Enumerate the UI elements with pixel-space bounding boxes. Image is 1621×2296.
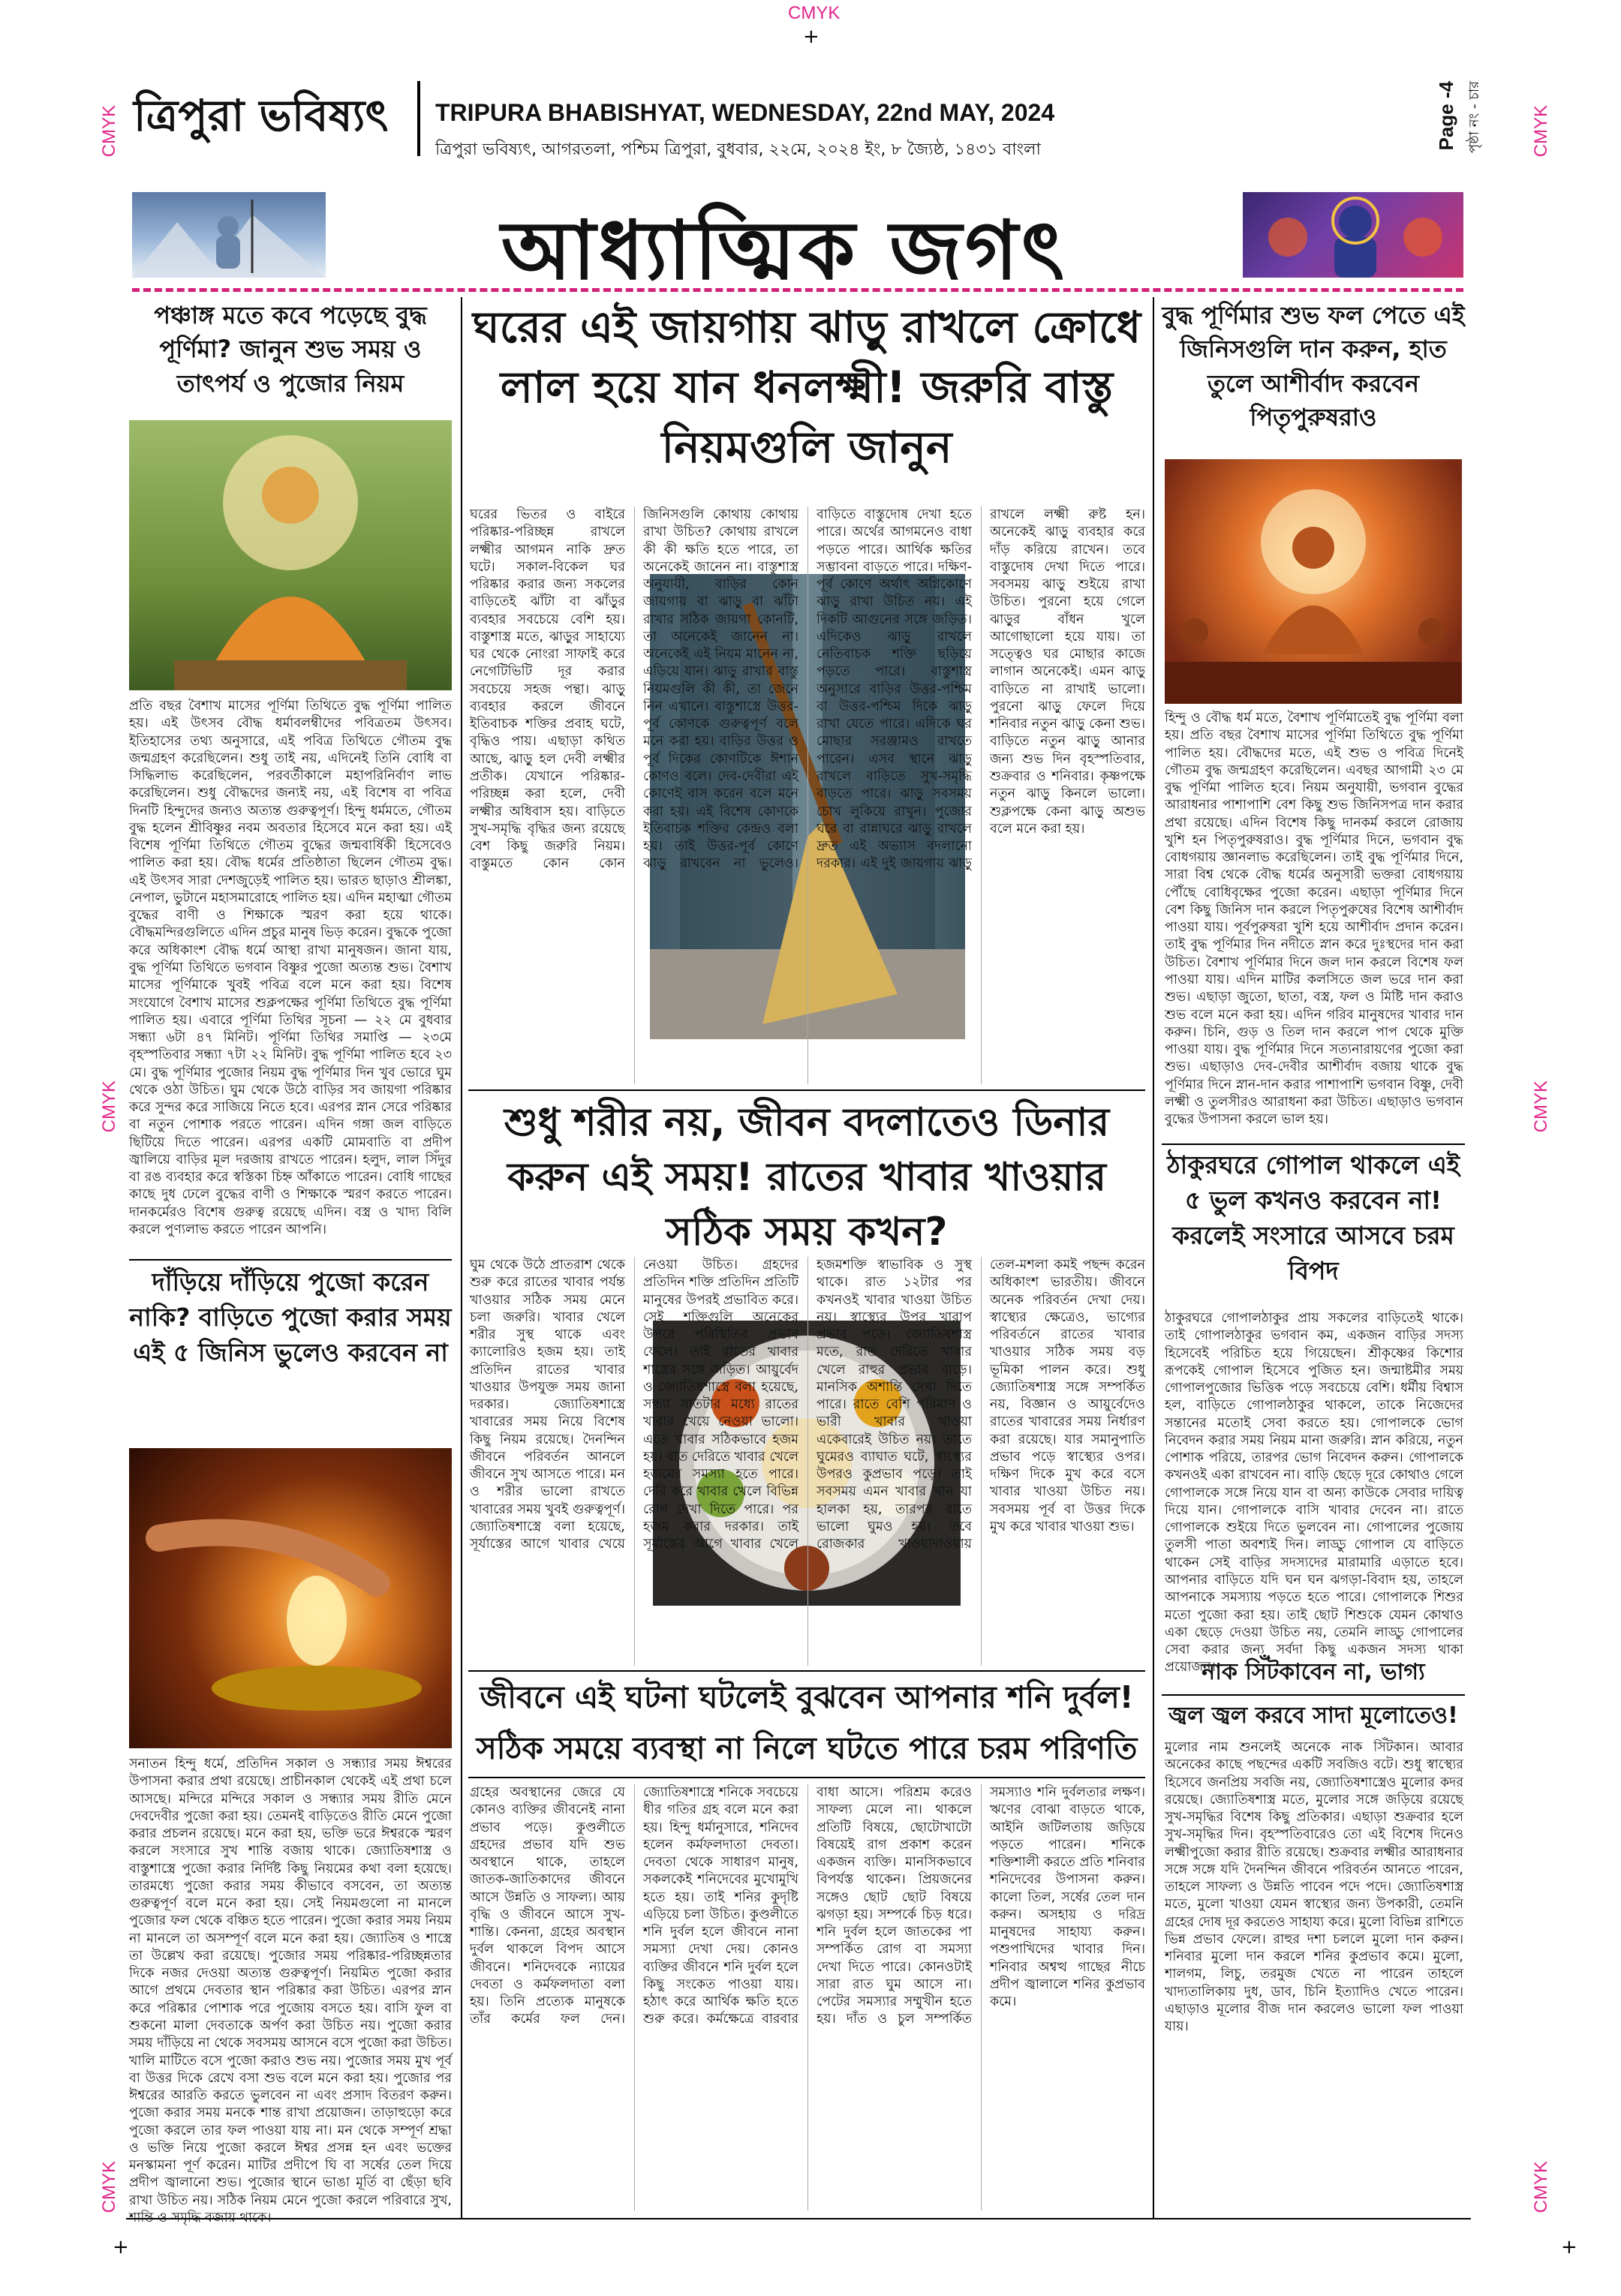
kali-illustration — [1243, 192, 1463, 278]
page-number: Page -4 — [1435, 81, 1457, 151]
right-article-body-1: হিন্দু ও বৌদ্ধ ধর্ম মতে, বৈশাখ পূর্ণিমাতেই বুদ্ধ পূর্ণিমা বলা হয়। প্রতি বছর বৈশাখ মাসের পূর্ণিমা তিথিতে বুদ্ধ পূর্ণিমা পালিত হয়। বৌদ্ধদের মতে, এই শুভ ও পবিত্র দিনেই গৌতম বুদ্ধ জন্মগ্রহণ করেছিলেন। এবছর আগামী ২৩ মে বুদ্ধ পূর্ণিমা পালিত হবে। নিয়ম অনুযায়ী, ভগবান বুদ্ধের আরাধনার পাশাপাশি বেশ কিছু শুভ জিনিসপত্র দান করার প্রথা রয়েছে। এদিন বিশেষ কিছু দানকর্ম করলে রোজায় খুশি হন পিতৃপুরুষরাও। বুদ্ধ পূর্ণিমার দিনে, ভগবান বুদ্ধ বোধগয়ায় জ্ঞানলাভ করেছিলেন। তাই বুদ্ধ পূর্ণিমার দিনে, সারা বিশ্ব থেকে বৌদ্ধ ধর্মের অনুসারী ভক্তরা বোধগয়ায় পৌঁছে বোধিবৃক্ষের পুজো করেন। এছাড়া পূর্ণিমার দিনে বেশ কিছু জিনিস দান করলে পিতৃপুরুষের বিশেষ আশীর্বাদ পাওয়া যায়। পূর্বপুরুষরা খুশি হয়ে আশীর্বাদ প্রদান করেন। তাই বুদ্ধ পূর্ণিমার দিন নদীতে স্নান করে দুঃস্থদের দান করা উচিত। বৈশাখ পূর্ণিমার দিনে জল দান করলে বিশেষ ফল পাওয়া যায়। এদিন মাটির কলসিতে জল ভরে দান করা শুভ। এছাড়া জুতো, ছাতা, বস্ত্র, ফল ও মিষ্টি দান করাও শুভ বলে মনে করা হয়। এদিন গরিব মানুষদের খাবার দান করুন। চিনি, গুড় ও তিল দান করলে পাপ থেকে মুক্তি পাওয়া যায়। বুদ্ধ পূর্ণিমার দিনে সত্যনারায়ণের পুজো করা শুভ। এছাড়াও দেব-দেবীর আশীর্বাদ বজায় থাকে বুদ্ধ পূর্ণিমার দিনে স্নান-দান করার পাশাপাশি ভগবান বিষ্ণু, দেবী লক্ষ্মী ও তুলসীরও আরাধনা করা উচিত। এছাড়াও ভগবান বুদ্ধের উপাসনা করলে ভাল হয়। — [1165, 711, 1463, 1128]
shiva-illustration — [132, 192, 326, 278]
cmyk-text-left-top: CMYK — [99, 105, 119, 158]
masthead-divider — [417, 81, 420, 156]
center-divider-3 — [468, 1777, 1145, 1778]
left-headline-puja-rules: দাঁড়িয়ে দাঁড়িয়ে পুজো করেন নাকি? বাড়িতে পুজো করার সময় এই ৫ জিনিস ভুলেও করবেন না — [129, 1267, 452, 1367]
center-divider-1 — [468, 1089, 1145, 1091]
cmyk-mark-left-top — [99, 105, 120, 157]
registration-mark-bottom-right: + — [1561, 2236, 1577, 2258]
cmyk-mark-left-bottom — [99, 2161, 120, 2213]
center-article-body-shani: গ্রহের অবস্থানের জেরে যে কোনও ব্যক্তির জীবনেই নানা প্রভাব পড়ে। কুণ্ডলীতে গ্রহদের প্রভাব যদি শুভ অবস্থানে থাকে, তাহলে জাতক-জাতিকাদের জীবনে আসে উন্নতি ও সাফল্য। আয় বৃদ্ধি ও জীবনে আসে সুখ-শান্তি। কেননা, গ্রহের অবস্থান দুর্বল থাকলে বিপদ আসে জীবনে। শনিদেবকে ন্যায়ের দেবতা ও কর্মফলদাতা বলা হয়। তিনি প্রত্যেক মানুষকে তাঁর কর্মের ফল দেন। জ্যোতিষশাস্ত্রে শনিকে সবচেয়ে ধীর গতির গ্রহ বলে মনে করা হয়। হিন্দু ধর্মানুসারে, শনিদেব হলেন কর্মফলদাতা দেবতা। দেবতা থেকে সাধারণ মানুষ, সকলকেই শনিদেবের মুখোমুখি হতে হয়। তাই শনির কুদৃষ্টি এড়িয়ে চলা উচিত। কুণ্ডলীতে শনি দুর্বল হলে জীবনে নানা সমস্যা দেখা দেয়। কোনও ব্যক্তির জীবনে শনি দুর্বল হলে কিছু সংকেত পাওয়া যায়। হঠাৎ করে আর্থিক ক্ষতি হতে শুরু করে। কর্মক্ষেত্রে বারবার বাধা আসে। পরিশ্রম করেও সাফল্য মেলে না। থাকলে প্রতিটি বিষয়ে, ছোটোখাটো বিষয়েই রাগ প্রকাশ করেন একজন ব্যক্তি। মানসিকভাবে বিপর্যস্ত থাকেন। প্রিয়জনের সঙ্গেও ছোট ছোট বিষয়ে ঝগড়া হয়। সম্পর্কে চিড় ধরে। শনি দুর্বল হলে জাতকের পা সম্পর্কিত রোগ বা সমস্যা দেখা দিতে পারে। কোনওটাই সারা রাত ঘুম আসে না। পেটের সমস্যার সম্মুখীন হতে হয়। দাঁত ও চুল সম্পর্কিত সমস্যাও শনি দুর্বলতার লক্ষণ। ঋণের বোঝা বাড়তে থাকে, আইনি জটিলতায় জড়িয়ে পড়তে পারেন। শনিকে শক্তিশালী করতে প্রতি শনিবার শনিদেবের উপাসনা করুন। কালো তিল, সর্ষের তেল দান করুন। অসহায় ও দরিদ্র মানুষদের সাহায্য করুন। পশুপাখিদের খাবার দিন। শনিবার অশ্বত্থ গাছের নীচে প্রদীপ জ্বালালে শনির কুপ্রভাব কমে। — [470, 1785, 1145, 2027]
cmyk-text-right-bottom: CMYK — [1531, 2161, 1551, 2213]
page-number-bengali: পৃষ্ঠা নং - চার — [1466, 81, 1482, 154]
header-image-kali — [1243, 192, 1463, 278]
cmyk-mark-right-bottom — [1531, 2161, 1552, 2213]
right-divider-2 — [1162, 1694, 1465, 1696]
right-divider-1 — [1162, 1143, 1465, 1145]
masthead-date-english: TRIPURA BHABISHYAT, WEDNESDAY, 22nd MAY, 2024 — [435, 99, 1055, 126]
column-rule-left — [461, 297, 462, 2218]
cmyk-text-right-top: CMYK — [1531, 105, 1551, 158]
image-buddha-meditation — [129, 420, 452, 690]
right-article-body-2: ঠাকুরঘরে গোপালঠাকুর প্রায় সকলের বাড়িতেই থাকে। তাই গোপালঠাকুর ভগবান কম, একজন বাড়ির সদস্য হিসেবেই পরিচিত হয়ে গিয়েছেন। শ্রীকৃষ্ণের কিশোর রূপকেই গোপাল হিসেবে পুজিত হন। জন্মাষ্টমীর সময় গোপালপুজোর ভিত্তিক পড়ে সবচেয়ে বেশি। ধর্মীয় বিশ্বাস হল, বাড়িতে গোপালঠাকুর থাকলে, তাকে নিজেদের সন্তানের মতোই সেবা করতে হয়। গোপালকে ভোগ নিবেদন করার সময় নিয়ম মানা জরুরি। স্নান করিয়ে, নতুন পোশাক পরিয়ে, তারপর ভোগ নিবেদন করুন। গোপালকে কখনওই একা রাখবেন না। বাড়ি ছেড়ে দূরে কোথাও গেলে গোপালকে সঙ্গে নিয়ে যান বা অন্য কাউকে সেবার দায়িত্ব দিয়ে যান। গোপালকে বাসি খাবার দেবেন না। রাতে গোপালকে শুইয়ে দিতে ভুলবেন না। গোপালের পুজোয় তুলসী পাতা অবশ্যই দিন। লাড্ডু গোপাল যে বাড়িতে থাকেন সেই বাড়ির সদস্যদের মারামারি এড়াতে হবে। আপনার বাড়িতে যদি ঘন ঘন ঝগড়া-বিবাদ হয়, তাহলে আপনাকে সমস্যায় পড়তে হতে পারে। গোপালকে শিশুর মতো পুজো করা হয়। তাই ছোট শিশুকে যেমন কোথাও একা ছেড়ে দেওয়া উচিত নয়, তেমনি লাড্ডু গোপালের সেবা করার জন্য সর্বদা কিছু একজন সদস্য থাকা প্রয়োজন। — [1165, 1311, 1463, 1675]
cmyk-text-left-bottom: CMYK — [99, 2161, 119, 2213]
section-divider — [132, 288, 1463, 292]
center-headline-shani-2: সঠিক সময়ে ব্যবস্থা না নিলে ঘটতে পারে চরম পরিণতি — [476, 1730, 1138, 1766]
right-article-body-3: মুলোর নাম শুনলেই অনেকে নাক সিঁটকান। আবার অনেকের কাছে পছন্দের একটি সবজিও বটে। শুধু স্বাস্থ্যের হিসেবে জনপ্রিয় সবজি নয়, জ্যোতিষশাস্ত্রেও মুলোর কদর রয়েছে। জ্যোতিষশাস্ত্র মতে, মুলোর সঙ্গে জড়িয়ে রয়েছে সুখ-সমৃদ্ধির বিশেষ কিছু প্রতিকার। এছাড়া শুক্রবার হলে সুখ-সমৃদ্ধির দিন। বৃহস্পতিবারেও তো এই বিশেষ দিনেও লক্ষ্মীপুজো করার রীতি রয়েছে। শুক্রবার লক্ষ্মীর আরাধনার সঙ্গে সঙ্গে যদি দৈনন্দিন জীবনে পরিবর্তন আনতে পারেন, তাহলে সাফল্য ও উন্নতি পাবেন পদে পদে। জ্যোতিষশাস্ত্র মতে, মুলো খাওয়া যেমন স্বাস্থ্যের জন্য উপকারী, তেমনি গ্রহের দোষ দূর করতেও সাহায্য করে। মুলো বিভিন্ন রাশিতে ভিন্ন প্রভাব ফেলে। রাহুর দশা চললে মুলো দান করুন। শনিবার মুলো দান করলে শনির কুপ্রভাব কমে। মুলো, শালগম, লিচু, তরমুজ খেতে না পারেন তাহলে খাদ্যতালিকায় দুধ, ডাব, চিনি ইত্যাদিও খেতে পারেন। এছাড়াও মূলোর বীজ দান করলেও ভালো ফল পাওয়া যায়। — [1165, 1740, 1463, 2035]
masthead-name: ত্রিপুরা ভবিষ্যৎ — [134, 90, 389, 141]
column-rule-right — [1153, 297, 1154, 2218]
left-article-divider — [129, 1259, 452, 1261]
buddha-illustration — [129, 420, 452, 690]
buddha-gathering-illustration — [1165, 459, 1462, 704]
image-lamp-offering — [129, 1448, 452, 1748]
header-image-shiva — [132, 192, 326, 278]
cmyk-mark-top — [788, 3, 840, 24]
center-headline-dinner-time: শুধু শরীর নয়, জীবন বদলাতেও ডিনার করুন এই সময়! রাতের খাবার খাওয়ার সঠিক সময় কখন? — [504, 1100, 1110, 1255]
masthead-date-bengali: ত্রিপুরা ভবিষ্যৎ, আগরতলা, পশ্চিম ত্রিপুরা, বুধবার, ২২মে, ২০২৪ ইং, ৮ জ্যৈষ্ঠ, ১৪৩১ বাংলা — [435, 140, 1041, 159]
right-headline-radish-1: নাক সিঁটকাবেন না, ভাগ্য — [1201, 1659, 1425, 1685]
cmyk-mark-right-top — [1531, 105, 1552, 157]
registration-mark-bottom-left: + — [113, 2236, 129, 2258]
center-article-body-dinner: ঘুম থেকে উঠে প্রাতরাশ থেকে শুরু করে রাতের খাবার পর্যন্ত খাওয়ার সঠিক সময় মেনে চলা জরুরি। খাবার খেলে শরীর সুস্থ থাকে এবং ক্যালোরিও হজম হয়। তাই প্রতিদিন রাতের খাবার খাওয়ার উপযুক্ত সময় জানা দরকার। জ্যোতিষশাস্ত্রে খাবারের সময় নিয়ে বিশেষ কিছু নিয়ম রয়েছে। দৈনন্দিন জীবনে পরিবর্তন আনলে জীবনে সুখ আসতে পারে। মন ও শরীর ভালো রাখতে খাবারের সময় খুবই গুরুত্বপূর্ণ। জ্যোতিষশাস্ত্রে বলা হয়েছে, সূর্যাস্তের আগে খাবার খেয়ে নেওয়া উচিত। গ্রহদের প্রতিদিন শক্তি প্রতিদিন প্রতিটি মানুষের উপরই প্রভাবিত করে। সেই শক্তিগুলি অনেকের উপরে পরিস্থিতির প্রভাব ফেলে। তাই রাতের খাবার শাস্ত্রের সঙ্গে জড়িত। আয়ুর্বেদ ও জ্যোতিষশাস্ত্রে বলা হয়েছে, সন্ধ্যা সাতটার মধ্যে রাতের খাবার খেয়ে নেওয়া ভালো। এতে খাবার সঠিকভাবে হজম হয়। রাত দেরিতে খাবার খেলে হজমের সমস্যা হতে পারে। দেরি করে খাবার খেলে বিভিন্ন রোগ দেখা দিতে পারে। পর হজম করার দরকার। তাই সূর্যাস্তের আগে খাবার খেলে হজমশক্তি স্বাভাবিক ও সুস্থ থাকে। রাত ১২টার পর কখনওই খাবার খাওয়া উচিত নয়। স্বাস্থ্যের উপর খারাপ প্রভাব পড়ে। জ্যোতিষশাস্ত্র মতে, রাত দেরিতে খাবার খেলে রাহুর প্রভাব বাড়ে। মানসিক অশান্তি দেখা দিতে পারে। রাতে বেশি পরিমাণ ও ভারী খাবার খাওয়া একেবারেই উচিত নয়। তাতে ঘুমেরও ব্যাঘাত ঘটে, স্বাস্থ্যের উপরও কুপ্রভাব পড়ে। তাই সবসময় এমন খাবার খান যা হালকা হয়, তারপর রাতে ভালো ঘুমও হয়। তবে রোজকার খাওয়াদাওয়ায় তেল-মশলা কমই পছন্দ করেন অধিকাংশ ভারতীয়। জীবনে অনেক পরিবর্তন দেখা দেয়। স্বাস্থ্যের ক্ষেত্রেও, ভাগ্যের পরিবর্তনে রাতের খাবার খাওয়ার সঠিক সময় বড় ভূমিকা পালন করে। শুধু জ্যোতিষশাস্ত্র সঙ্গে সম্পর্কিত নয়, বিজ্ঞান ও আয়ুর্বেদেও রাতের খাবারের সময় নির্ধারণ করা রয়েছে। যার সমানুপাতি প্রভাব পড়ে স্বাস্থ্যের ওপর। দক্ষিণ দিকে মুখ করে বসে খাবার খাওয়া উচিত নয়। সবসময় পূর্ব বা উত্তর দিকে মুখ করে খাবার খাওয়া শুভ। — [470, 1258, 1145, 1552]
lamp-illustration — [129, 1448, 452, 1748]
center-headline-broom-vastu: ঘরের এই জায়গায় ঝাড়ু রাখলে ক্রোধে লাল হয়ে যান ধনলক্ষ্মী! জরুরি বাস্তু নিয়মগুলি জানুন — [472, 302, 1141, 473]
cmyk-text-right-mid: CMYK — [1531, 1080, 1551, 1133]
right-headline-gopal: ঠাকুরঘরে গোপাল থাকলে এই ৫ ভুল কখনও করবেন না! করলেই সংসারে আসবে চরম বিপদ — [1166, 1150, 1460, 1285]
registration-mark-top: + — [803, 26, 820, 48]
center-headline-shani-1: জীবনে এই ঘটনা ঘটলেই বুঝবেন আপনার শনি দুর্বল! — [480, 1679, 1134, 1715]
cmyk-text-top: CMYK — [788, 3, 841, 23]
cmyk-mark-right-mid — [1531, 1080, 1552, 1132]
cmyk-mark-left-mid — [99, 1080, 120, 1132]
image-buddha-gathering — [1165, 459, 1462, 704]
cmyk-text-left-mid: CMYK — [99, 1080, 119, 1133]
center-article-body-broom: ঘরের ভিতর ও বাইরে পরিষ্কার-পরিচ্ছন্ন রাখলে লক্ষ্মীর আগমন নাকি দ্রুত ঘটে। সকাল-বিকেল ঘর পরিষ্কার করার জন্য সকলের বাড়িতেই ঝাঁটা বা ঝাঁড়ুর ব্যবহার সবচেয়ে বেশি হয়। বাস্তুশাস্ত্র মতে, ঝাড়ুর সাহায্যে ঘর থেকে নোংরা সাফাই করে নেগেটিভিটি দূর করার সবচেয়ে সহজ পন্থা। ঝাড়ু ব্যবহার করলে জীবনে ইতিবাচক শক্তির প্রবাহ ঘটে, বৃদ্ধিও পায়। এছাড়া কথিত আছে, ঝাড়ু হল দেবী লক্ষ্মীর প্রতীক। যেখানে পরিষ্কার-পরিচ্ছন্ন করা হলে, দেবী লক্ষ্মীর অধিবাস হয়। বাড়িতে সুখ-সমৃদ্ধি বৃদ্ধির জন্য রয়েছে বেশ কিছু জরুরি নিয়ম। বাস্তুমতে কোন কোন জিনিসগুলি কোথায় কোথায় রাখা উচিত? কোথায় রাখলে কী কী ক্ষতি হতে পারে, তা অনেকেই জানেন না। বাস্তুশাস্ত্র অনুযায়ী, বাড়ির কোন জায়গায় বা ঝাড়ু বা ঝাঁটা রাখার সঠিক জায়গা কোনটি, তা অনেকেই জানেন না। অনেকেই এই নিয়ম মানেন না, এড়িয়ে যান। ঝাড়ু রাখার বাস্তু নিয়মগুলি কী কী, তা জেনে নিন এখানে। বাস্তুশাস্ত্রে উত্তর-পূর্ব কোণকে গুরুত্বপূর্ণ বলে মনে করা হয়। বাড়ির উত্তর ও পূর্ব দিকের কোণটিকে ঈশান কোণও বলে। দেব-দেবীরা এই কোণেই বাস করেন বলে মনে করা হয়। এই বিশেষ কোণকে ইতিবাচক শক্তির কেন্দ্রও বলা হয়। তাই উত্তর-পূর্ব কোণে ঝাড়ু রাখবেন না ভুলেও। বাড়িতে বাস্তুদোষ দেখা হতে পারে। অর্থের আগমনেও বাধা পড়তে পারে। আর্থিক ক্ষতির সম্ভাবনা বাড়তে পারে। দক্ষিণ-পূর্ব কোণে অর্থাৎ অগ্নিকোণে ঝাড়ু রাখা উচিত নয়। এই দিকটি আগুনের সঙ্গে জড়িত। এদিকেও ঝাড়ু রাখলে নেতিবাচক শক্তি ছড়িয়ে পড়তে পারে। বাস্তুশাস্ত্র অনুসারে বাড়ির উত্তর-পশ্চিম বা উত্তর-পশ্চিম দিকে ঝাড়ু রাখা যেতে পারে। এদিকে ঘর মোছার সরঞ্জামও রাখতে পারেন। এসব স্থানে ঝাড়ু রাখলে বাড়িতে সুখ-সমৃদ্ধি বাড়তে পারে। ঝাড়ু সবসময় চোখ লুকিয়ে রাখুন। পুজোর ঘরে বা রান্নাঘরে ঝাড়ু রাখলে দ্রুত এই অভ্যাস বদলানো দরকার। এই দুই জায়গায় ঝাড়ু রাখলে লক্ষ্মী রুষ্ট হন। অনেকেই ঝাড়ু ব্যবহার করে দাঁড় করিয়ে রাখেন। তবে বাস্তুদোষ দেখা দিতে পারে। সবসময় ঝাড়ু শুইয়ে রাখা উচিত। পুরনো হয়ে গেলে ঝাড়ুর বাঁধন খুলে আগোছালো হয়ে যায়। তা সত্ত্বেও ঘর মোছার কাজে লাগান অনেকেই। এমন ঝাড়ু বাড়িতে না রাখাই ভালো। পুরনো ঝাড়ু ফেলে দিয়ে শনিবার নতুন ঝাড়ু কেনা শুভ। বাড়িতে নতুন ঝাড়ু আনার জন্য শুভ দিন বৃহস্পতিবার, শুক্রবার ও শনিবার। কৃষ্ণপক্ষে নতুন ঝাড়ু কিনলে ভালো। শুক্লপক্ষে কেনা ঝাড়ু অশুভ বলে মনে করা হয়। — [470, 507, 1145, 872]
left-article-body-1: প্রতি বছর বৈশাখ মাসের পূর্ণিমা তিথিতে বুদ্ধ পূর্ণিমা পালিত হয়। এই উৎসব বৌদ্ধ ধর্মাবলম্বীদের পবিত্রতম উৎসব। ইতিহাসের তথ্য অনুসারে, এই পবিত্র তিথিতে গৌতম বুদ্ধ জন্মগ্রহণ করেছিলেন। শুধু তাই নয়, এদিনেই তিনি বোধি বা সিদ্ধিলাভ করেছিলেন, পরবর্তীকালে মহাপরিনির্বাণ লাভ করেছিলেন। শুধু বৌদ্ধদের জন্যই নয়, এই বিশেষ বা পবিত্র দিনটি হিন্দুদের জন্যও অত্যন্ত গুরুত্বপূর্ণ। হিন্দু ধর্মমতে, গৌতম বুদ্ধ হলেন শ্রীবিষ্ণুর নবম অবতার হিসেবে মনে করা হয়। এই বিশেষ পূর্ণিমা তিথিতে গৌতম বুদ্ধের জন্মবার্ষিকী হিসেবেও পালিত করা হয়। বৌদ্ধ ধর্মের প্রতিষ্ঠাতা ছিলেন গৌতম বুদ্ধ। এই উৎসব সারা দেশজুড়েই পালিত হয়। ভারত ছাড়াও শ্রীলঙ্কা, নেপাল, ভুটানে মহাসমারোহে পালিত হয়। এদিন মহাত্মা গৌতম বুদ্ধের বাণী ও শিক্ষাকে স্মরণ করা হয়ে থাকে। বৌদ্ধমন্দিরগুলিতে এদিন প্রচুর মানুষ ভিড় করেন। বুদ্ধকে পুজো করে অধিকাংশ বৌদ্ধ ধর্মে আস্থা রাখা মানুষজন। জানা যায়, বুদ্ধ পূর্ণিমা তিথিতে ভগবান বিষ্ণুর পুজো অত্যন্ত শুভ। বৈশাখ মাসের পূর্ণিমাকে খুবই পবিত্র বলে মনে করা হয়। বিশেষ সংযোগে বৈশাখ মাসের শুক্লপক্ষের পূর্ণিমা তিথিতে বুদ্ধ পূর্ণিমা পালিত হয়। এবারে পূর্ণিমা তিথির সূচনা — ২২ মে বুধবার সন্ধ্যা ৬টা ৪৭ মিনিট। পূর্ণিমা তিথির সমাপ্তি — ২৩মে বৃহস্পতিবার সন্ধ্যা ৭টা ২২ মিনিট। বুদ্ধ পূর্ণিমা পালিত হবে ২৩ মে। বুদ্ধ পূর্ণিমার পুজোর নিয়ম বুদ্ধ পূর্ণিমার দিন খুব ভোরে ঘুম থেকে ওঠা উচিত। ঘুম থেকে উঠে বাড়ির সব জায়গা পরিষ্কার করে সুন্দর করে সাজিয়ে নিতে হবে। এরপর স্নান সেরে পরিষ্কার বা নতুন পোশাক পরতে পারেন। এদিন গঙ্গা জল বাড়িতে ছিটিয়ে দিতে পারেন। এরপর একটি মোমবাতি বা প্রদীপ জ্বালিয়ে বাড়ির মূল দরজায় রাখতে পারেন। হলুদ, লাল সিঁদুর বা রঙ ব্যবহার করে স্বস্তিকা চিহ্ন আঁকাতে পারেন। বোধি গাছের কাছে দুধ ঢেলে বুদ্ধের বাণী ও শিক্ষাকে স্মরণ করতে পারেন। দানকর্মেরও বিশেষ গুরুত্ব রয়েছে এদিন। বস্ত্র ও খাদ্য বিলি করলে পুণ্যলাভ করতে পারেন আপনি। — [129, 699, 452, 1237]
right-headline-buddha-donation: বুদ্ধ পূর্ণিমার শুভ ফল পেতে এই জিনিসগুলি দান করুন, হাত তুলে আশীর্বাদ করবেন পিতৃপুরুষরাও — [1162, 301, 1465, 432]
section-title: আধ্যাত্মিক জগৎ — [501, 203, 1068, 298]
left-headline-buddha-purnima: পঞ্চাঙ্গ মতে কবে পড়েছে বুদ্ধ পূর্ণিমা? জানুন শুভ সময় ও তাৎপর্য ও পুজোর নিয়ম — [154, 301, 427, 398]
page-bottom-rule — [126, 2218, 1471, 2219]
center-divider-2 — [468, 1670, 1145, 1672]
left-article-body-2: সনাতন হিন্দু ধর্মে, প্রতিদিন সকাল ও সন্ধ্যার সময় ঈশ্বরের উপাসনা করার প্রথা রয়েছে। প্রাচীনকাল থেকেই এই প্রথা চলে আসছে। মন্দিরে মন্দিরে সকাল ও সন্ধ্যার সময় রীতি মেনে দেবদেবীর পুজো করা হয়। তেমনই বাড়িতেও রীতি মেনে পুজো করার প্রচলন রয়েছে। মনে করা হয়, ভক্তি ভরে ঈশ্বরকে স্মরণ করলে সংসারে সুখ শান্তি বজায় থাকে। জ্যোতিষশাস্ত্র ও বাস্তুশাস্ত্রে পুজো করার নির্দিষ্ট কিছু নিয়মের কথা বলা হয়েছে। তারমধ্যে পুজো করার সময় কীভাবে বসবেন, তা অত্যন্ত গুরুত্বপূর্ণ বলে মনে করা হয়। সেই নিয়মগুলো না মানলে পুজোর ফল থেকে বঞ্চিত হতে পারেন। পুজো করার সময় নিয়ম না মানলে তা অসম্পূর্ণ বলে মনে করা হয়। জ্যোতিষ ও শাস্ত্রে তা উল্লেখ করা রয়েছে। পুজোর সময় পরিষ্কার-পরিচ্ছন্নতার দিকে নজর দেওয়া অত্যন্ত গুরুত্বপূর্ণ। নিয়মিত পুজো করার আগে প্রথমে দেবতার স্থান পরিষ্কার করা উচিত। এরপর স্নান করে পরিষ্কার পোশাক পরে পুজোয় বসতে হয়। বাসি ফুল বা শুকনো মালা দেবতাকে অর্পণ করা উচিত নয়। পুজো করার সময় দাঁড়িয়ে না থেকে সবসময় আসনে বসে পুজো করা উচিত। খালি মাটিতে বসে পুজো করাও শুভ নয়। পুজোর সময় মুখ পূর্ব বা উত্তর দিকে রেখে বসা শুভ বলে মনে করা হয়। পুজোর পর ঈশ্বরের আরতি করতে ভুলবেন না এবং প্রসাদ বিতরণ করুন। পুজো করার সময় মনকে শান্ত রাখা প্রয়োজন। তাড়াহুড়ো করে পুজো করলে তার ফল পাওয়া যায় না। মন থেকে সম্পূর্ণ শ্রদ্ধা ও ভক্তি নিয়ে পুজো করলে ঈশ্বর প্রসন্ন হন এবং ভক্তের মনস্কামনা পূর্ণ করেন। মাটির প্রদীপে ঘি বা সর্ষের তেল দিয়ে প্রদীপ জ্বালানো শুভ। পুজোর স্থানে ভাঙা মূর্তি বা ছেঁড়া ছবি রাখা উচিত নয়। সঠিক নিয়ম মেনে পুজো করলে পরিবারে সুখ, শান্তি ও সমৃদ্ধি বজায় থাকে। — [129, 1757, 452, 2225]
right-headline-radish-2: জ্বল জ্বল করবে সাদা মূলোতেও! — [1168, 1702, 1458, 1729]
